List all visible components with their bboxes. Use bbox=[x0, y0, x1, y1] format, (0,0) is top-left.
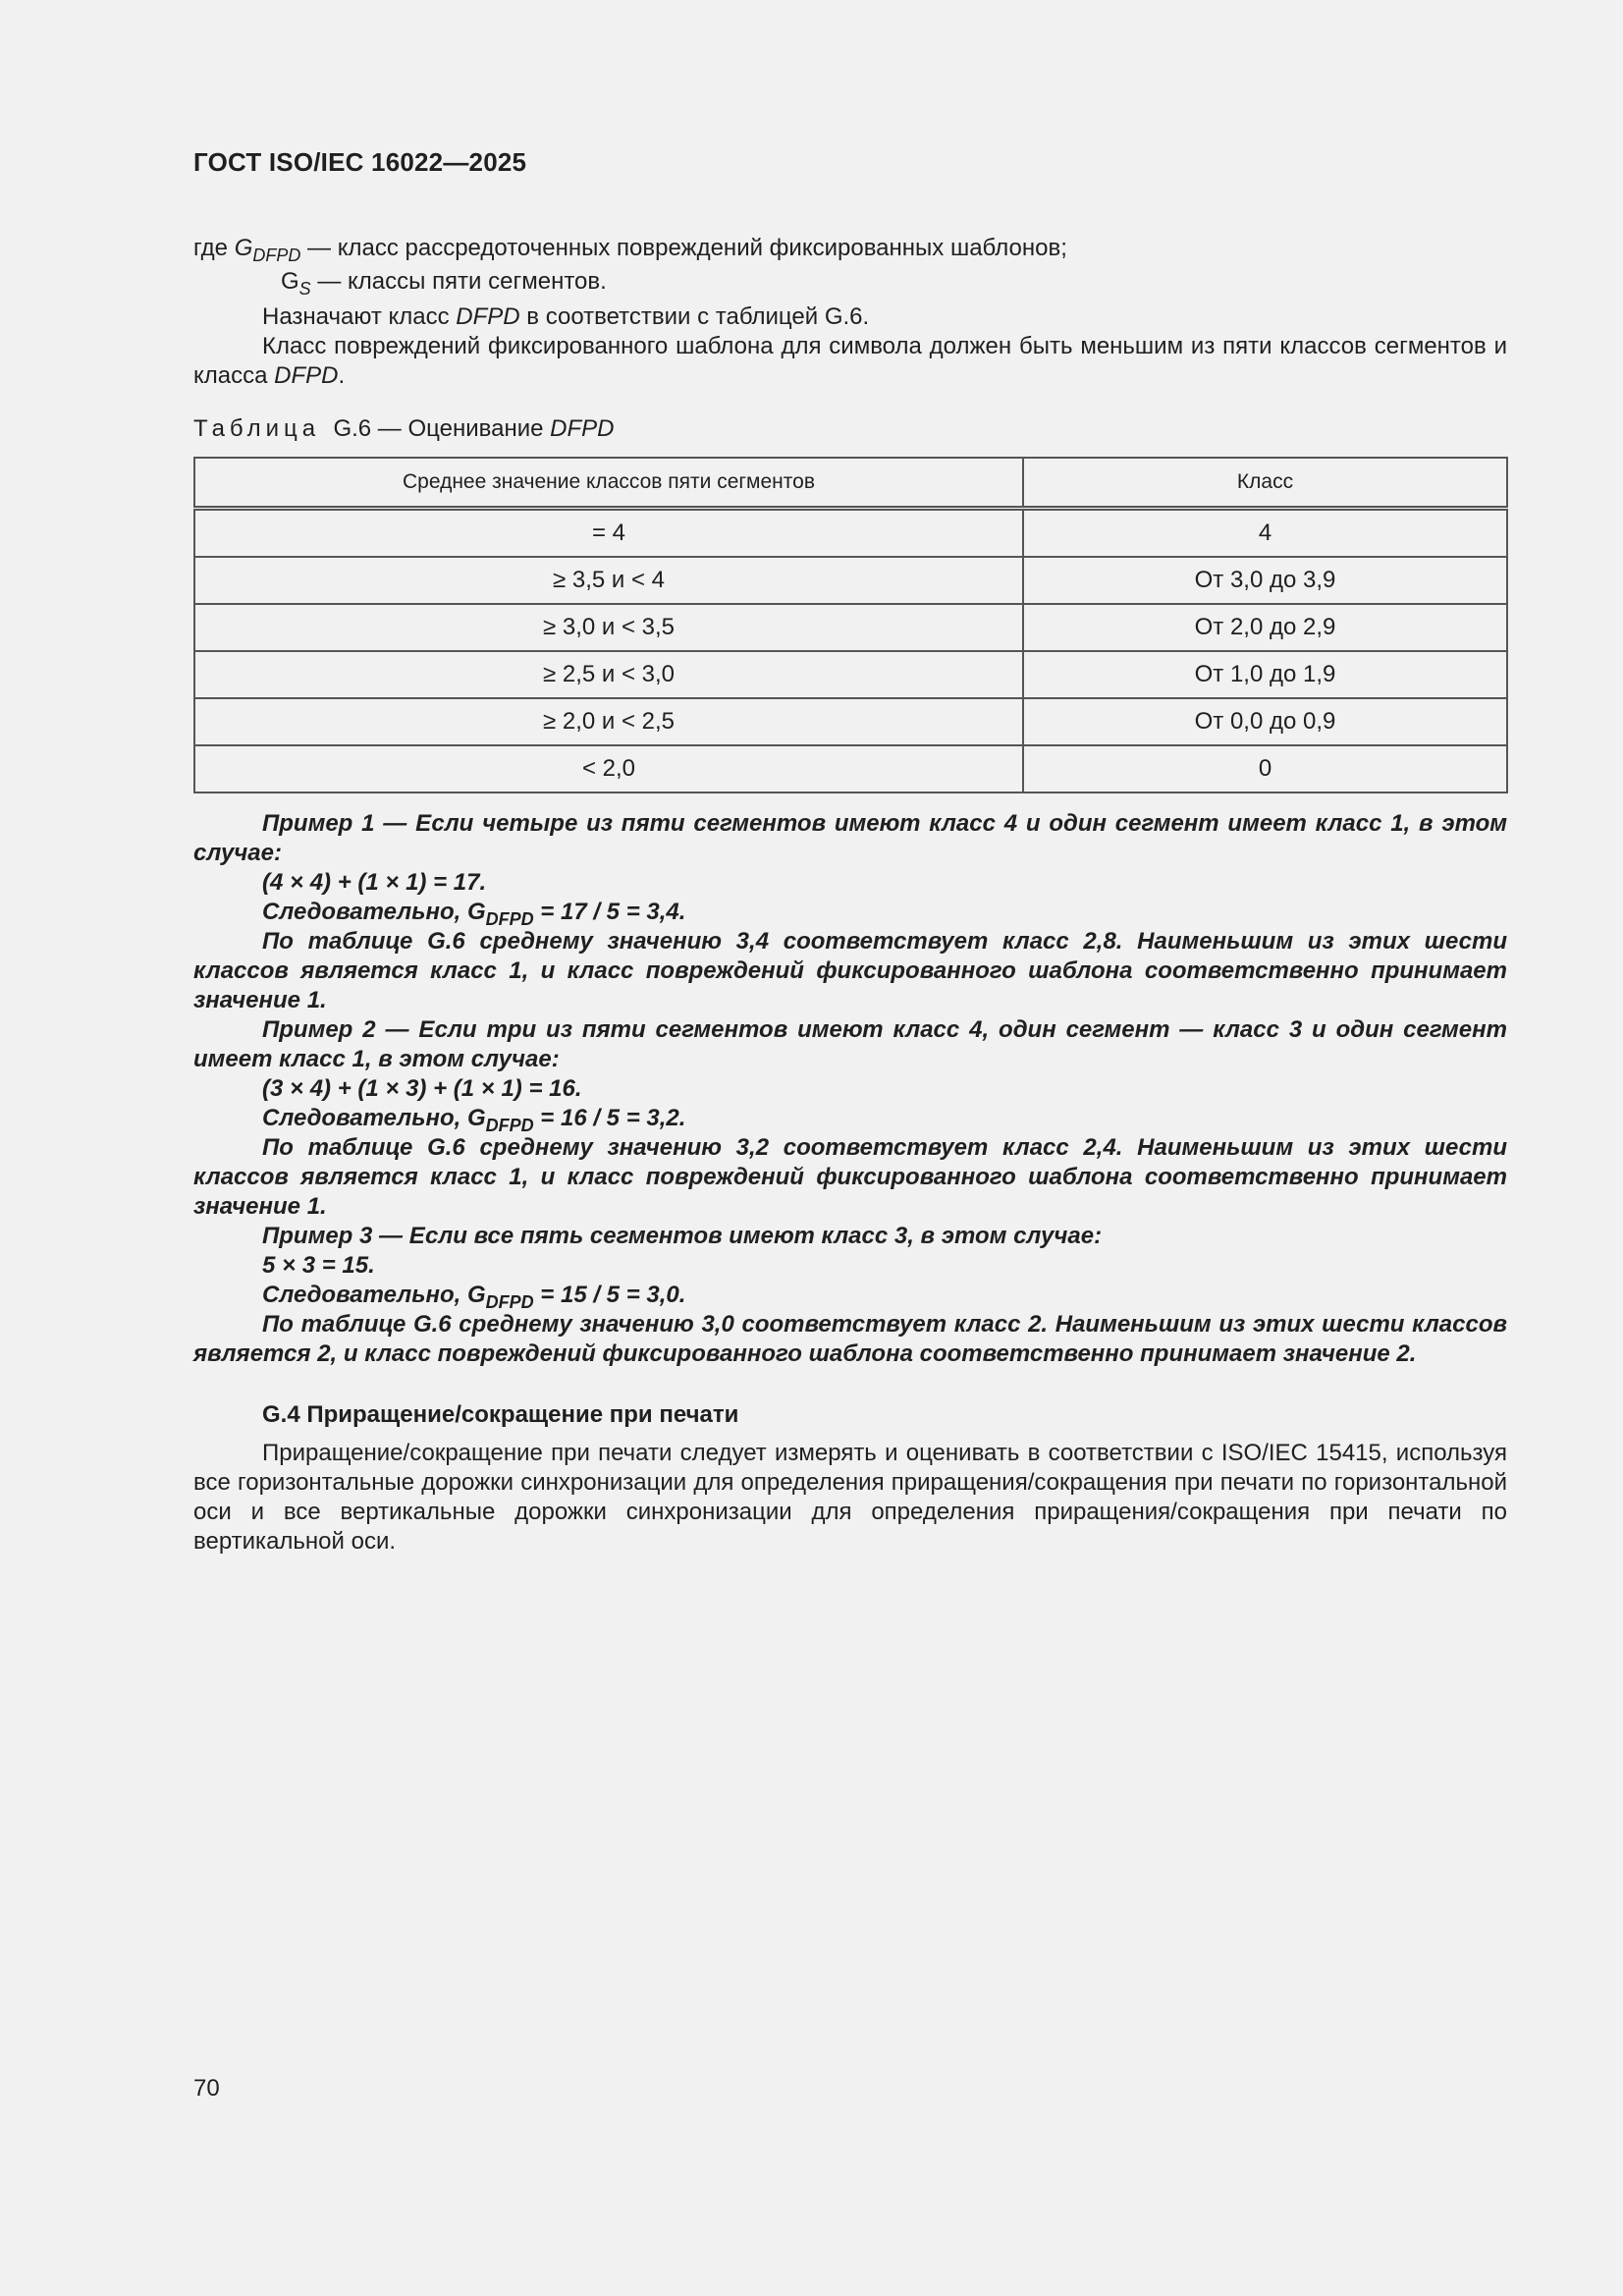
example-2-result bbox=[193, 1104, 1507, 1133]
example-1-calc: (4 × 4) + (1 × 1) = 17. bbox=[262, 869, 487, 896]
text: Назначают класс bbox=[262, 303, 457, 330]
text: . bbox=[338, 362, 346, 389]
table-cell: ≥ 3,5 и < 4 bbox=[194, 557, 1023, 604]
table-row bbox=[194, 604, 1507, 651]
examples-block bbox=[193, 809, 1507, 1369]
table-cell: < 2,0 bbox=[194, 745, 1023, 793]
example-2-conclusion: По таблице G.6 среднему значению 3,2 соответствует класс 2,4. Наименьшим из этих шести классов является класс 1, и класс повреждений фиксированного шаблона соответственно принимает значение 1. bbox=[193, 1134, 1507, 1220]
definition-text: — класс рассредоточенных повреждений фиксированных шаблонов; bbox=[300, 235, 1067, 261]
text: = 17 / 5 = 3,4. bbox=[533, 899, 686, 925]
text: = 15 / 5 = 3,0. bbox=[533, 1282, 686, 1308]
example-3-calc: 5 × 3 = 15. bbox=[262, 1252, 375, 1279]
symbol-subscript: S bbox=[298, 279, 311, 299]
subscript: DFPD bbox=[485, 909, 534, 929]
caption-text: G.6 — Оценивание bbox=[333, 415, 551, 442]
paragraph-assign-class bbox=[193, 302, 1507, 332]
example-1-result bbox=[193, 898, 1507, 927]
paragraph-fixed-pattern-class bbox=[193, 332, 1507, 391]
dfpd-grading-table bbox=[193, 457, 1508, 793]
table-cell: От 2,0 до 2,9 bbox=[1023, 604, 1507, 651]
example-3-conclusion: По таблице G.6 среднему значению 3,0 соответствует класс 2. Наименьшим из этих шести классов является 2, и класс повреждений фиксированного шаблона соответственно принимает значение 2. bbox=[193, 1311, 1507, 1367]
table-cell: От 0,0 до 0,9 bbox=[1023, 698, 1507, 745]
definition-text: — классы пяти сегментов. bbox=[310, 268, 607, 295]
example-3-intro: Пример 3 — Если все пять сегментов имеют класс 3, в этом случае: bbox=[262, 1223, 1103, 1249]
caption-label: Таблица bbox=[193, 415, 321, 442]
table-row bbox=[194, 557, 1507, 604]
table-cell: От 1,0 до 1,9 bbox=[1023, 651, 1507, 698]
text-italic: DFPD bbox=[456, 303, 520, 330]
subscript: DFPD bbox=[485, 1292, 534, 1312]
table-row bbox=[194, 509, 1507, 558]
table-cell: От 3,0 до 3,9 bbox=[1023, 557, 1507, 604]
table-row bbox=[194, 698, 1507, 745]
table-header-row bbox=[194, 458, 1507, 509]
text: Следовательно, G bbox=[262, 1105, 486, 1131]
column-header: Среднее значение классов пяти сегментов bbox=[194, 458, 1023, 509]
table-cell: ≥ 2,0 и < 2,5 bbox=[194, 698, 1023, 745]
example-2-calc: (3 × 4) + (1 × 3) + (1 × 1) = 16. bbox=[262, 1075, 582, 1102]
example-1-intro: Пример 1 — Если четыре из пяти сегментов имеют класс 4 и один сегмент имеет класс 1, в этом случае: bbox=[193, 810, 1507, 866]
column-header: Класс bbox=[1023, 458, 1507, 509]
section-paragraph: Приращение/сокращение при печати следует измерять и оценивать в соответствии с ISO/IEC 15415, используя все горизонтальные дорожки синхронизации для определения приращения/сокращения при печати по горизонтальной оси и все вертикальные дорожки синхронизации для определения приращения/сокращения при печати по вертикальной оси. bbox=[193, 1440, 1507, 1555]
text: Класс повреждений фиксированного шаблона для символа должен быть меньшим из пяти классов сегментов и класса bbox=[193, 333, 1507, 389]
symbol-subscript: DFPD bbox=[252, 246, 301, 265]
text: = 16 / 5 = 3,2. bbox=[533, 1105, 686, 1131]
page-number: 70 bbox=[193, 2075, 220, 2102]
example-3-result bbox=[193, 1281, 1507, 1310]
table-cell: = 4 bbox=[194, 509, 1023, 558]
symbol: G bbox=[281, 268, 299, 295]
table-caption bbox=[193, 415, 614, 443]
example-1-conclusion: По таблице G.6 среднему значению 3,4 соответствует класс 2,8. Наименьшим из этих шести классов является класс 1, и класс повреждений фиксированного шаблона соответственно принимает значение 1. bbox=[193, 928, 1507, 1013]
table-row bbox=[194, 651, 1507, 698]
subscript: DFPD bbox=[485, 1116, 534, 1135]
table-cell: ≥ 3,0 и < 3,5 bbox=[194, 604, 1023, 651]
table-cell: 0 bbox=[1023, 745, 1507, 793]
text: Следовательно, G bbox=[262, 899, 486, 925]
text: Следовательно, G bbox=[262, 1282, 486, 1308]
definition-prefix: где bbox=[193, 235, 235, 261]
table-cell: ≥ 2,5 и < 3,0 bbox=[194, 651, 1023, 698]
text: в соответствии с таблицей G.6. bbox=[519, 303, 870, 330]
example-2-intro: Пример 2 — Если три из пяти сегментов имеют класс 4, один сегмент — класс 3 и один сегмент имеет класс 1, в этом случае: bbox=[193, 1016, 1507, 1072]
text-italic: DFPD bbox=[274, 362, 339, 389]
section-heading: G.4 Приращение/сокращение при печати bbox=[262, 1401, 739, 1428]
table-cell: 4 bbox=[1023, 509, 1507, 558]
symbol: G bbox=[234, 235, 253, 261]
definition-gs bbox=[281, 267, 607, 297]
table-row bbox=[194, 745, 1507, 793]
document-header: ГОСТ ISO/IEC 16022—2025 bbox=[193, 147, 527, 177]
caption-italic: DFPD bbox=[550, 415, 615, 442]
definition-gdfpd bbox=[193, 234, 1067, 263]
